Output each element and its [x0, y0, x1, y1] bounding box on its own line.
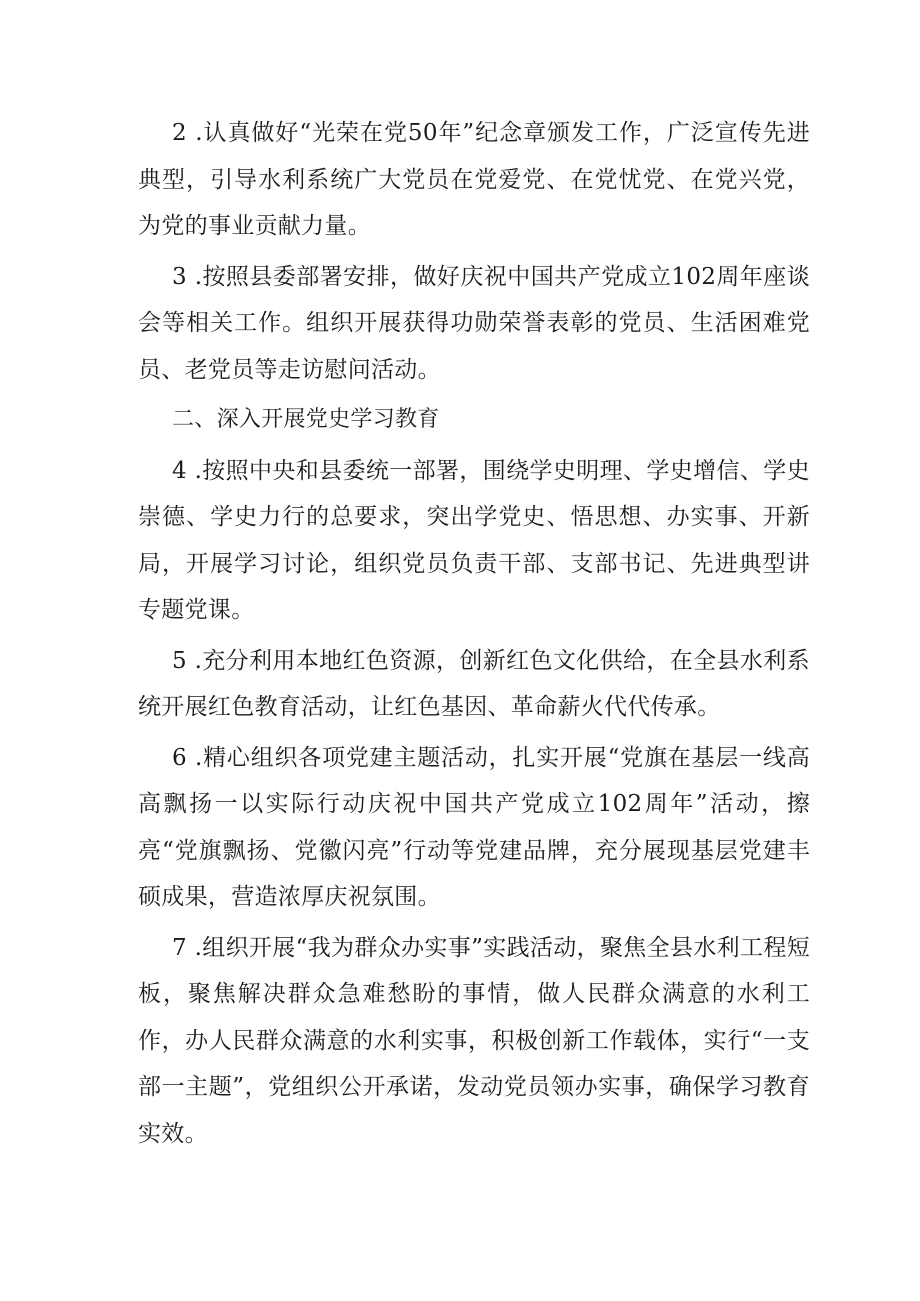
paragraph-5: 5 .充分利用本地红色资源，创新红色文化供给，在全县水利系统开展红色教育活动，让红色基因、革命薪火代代传承。 — [138, 647, 810, 720]
paragraph-4: 4 .按照中央和县委统一部署，围绕学史明理、学史增信、学史崇德、学史力行的总要求，突出学党史、悟思想、办实事、开新局，开展学习讨论，组织党员负责干部、支部书记、先进典型讲专题党课。 — [138, 457, 810, 623]
paragraph-2: 2 .认真做好“光荣在党50年”纪念章颁发工作，广泛宣传先进典型，引导水利系统广大党员在党爱党、在党忧党、在党兴党，为党的事业贡献力量。 — [138, 120, 810, 239]
paragraph-6: 6 .精心组织各项党建主题活动，扎实开展“党旗在基层一线高高飘扬一以实际行动庆祝中国共产党成立102周年”活动，擦亮“党旗飘扬、党徽闪亮”行动等党建品牌，充分展现基层党建丰硕成果，营造浓厚庆祝氛围。 — [138, 744, 810, 910]
document-body — [138, 110, 810, 1161]
paragraph-3: 3 .按照县委部署安排，做好庆祝中国共产党成立102周年座谈会等相关工作。组织开展获得功勋荣誉表彰的党员、生活困难党员、老党员等走访慰问活动。 — [138, 263, 810, 383]
section-heading: 二、深入开展党史学习教育 — [172, 407, 440, 432]
paragraph-7: 7 .组织开展“我为群众办实事”实践活动，聚焦全县水利工程短板，聚焦解决群众急难愁盼的事情，做人民群众满意的水利工作，办人民群众满意的水利实事，积极创新工作载体，实行“一支部一主题”，党组织公开承诺，发动党员领办实事，确保学习教育实效。 — [138, 934, 810, 1147]
